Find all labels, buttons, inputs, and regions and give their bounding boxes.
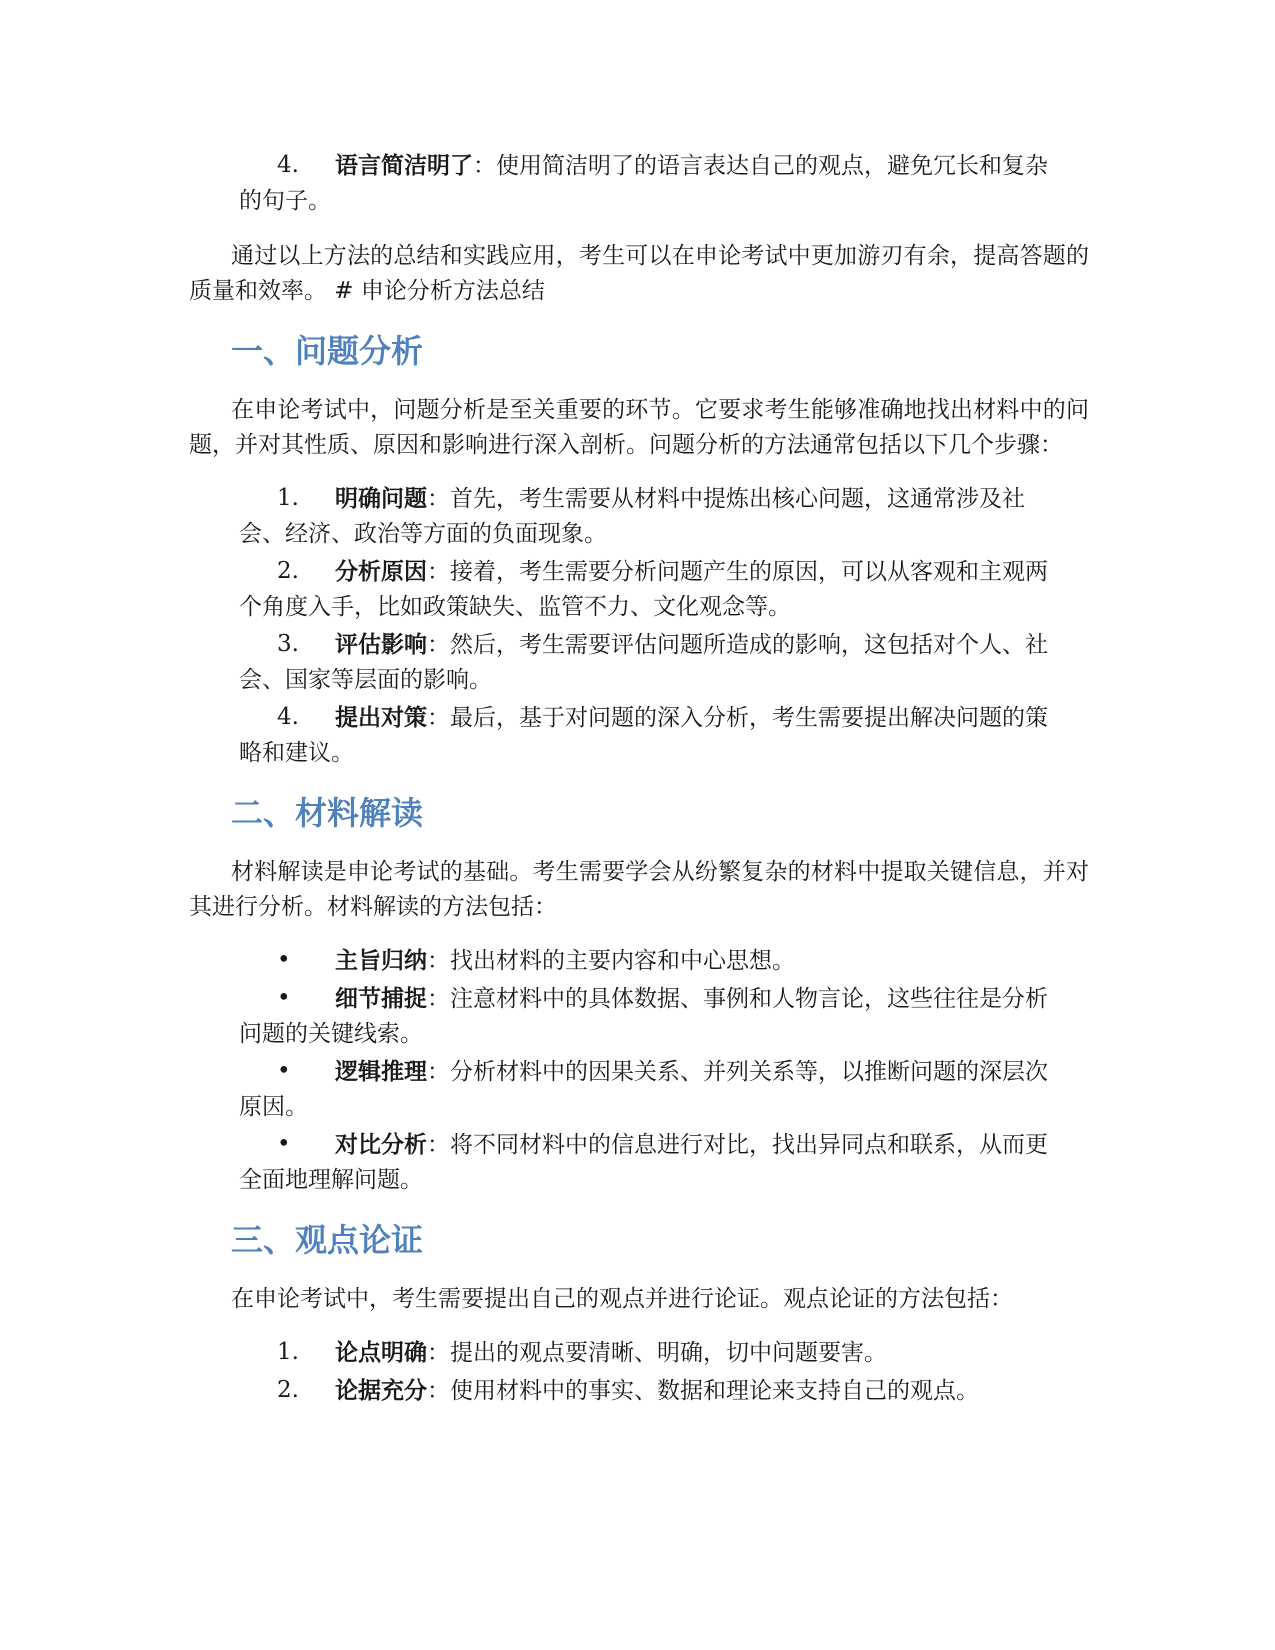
list-marker: 1. xyxy=(277,485,299,511)
list-term: 提出对策 xyxy=(335,704,427,731)
list-term: 细节捕捉 xyxy=(335,985,427,1012)
bullet-marker: • xyxy=(277,1131,291,1157)
list-term: 逻辑推理 xyxy=(335,1058,427,1085)
document-body xyxy=(189,148,1089,1429)
section-heading-material-reading: 二、材料解读 xyxy=(231,794,424,832)
list-term: 论点明确 xyxy=(335,1339,427,1366)
top-list xyxy=(189,148,1089,219)
list-item xyxy=(189,1127,1067,1198)
list-term: 对比分析 xyxy=(335,1131,427,1158)
list-text: ：将不同材料中的信息进行对比，找出异同点和联系，从而更全面地理解问题。 xyxy=(239,1132,1048,1193)
list-item xyxy=(189,1373,1067,1409)
list-item xyxy=(189,943,1067,979)
list-text: ：使用材料中的事实、数据和理论来支持自己的观点。 xyxy=(427,1378,979,1404)
list-item xyxy=(189,1054,1067,1125)
section3-list xyxy=(189,1335,1089,1409)
section3-paragraph: 在申论考试中，考生需要提出自己的观点并进行论证。观点论证的方法包括： xyxy=(231,1286,1013,1312)
list-text: ：找出材料的主要内容和中心思想。 xyxy=(427,948,795,974)
list-text: ：分析材料中的因果关系、并列关系等，以推断问题的深层次原因。 xyxy=(239,1059,1048,1120)
list-item xyxy=(189,554,1067,625)
bullet-marker: • xyxy=(277,947,291,973)
list-term: 语言简洁明了 xyxy=(335,152,473,179)
list-marker: 3. xyxy=(277,631,299,657)
list-text: ：首先，考生需要从材料中提炼出核心问题，这通常涉及社会、经济、政治等方面的负面现象。 xyxy=(239,486,1025,547)
list-text: ：最后，基于对问题的深入分析，考生需要提出解决问题的策略和建议。 xyxy=(239,705,1048,766)
list-item xyxy=(189,1335,1067,1371)
list-marker: 4. xyxy=(277,152,299,178)
list-item xyxy=(189,981,1067,1052)
section2-paragraph: 材料解读是申论考试的基础。考生需要学会从纷繁复杂的材料中提取关键信息，并对其进行分析。材料解读的方法包括： xyxy=(189,859,1089,920)
list-text: ：注意材料中的具体数据、事例和人物言论，这些往往是分析问题的关键线索。 xyxy=(239,986,1048,1047)
section2-list xyxy=(189,943,1089,1198)
list-term: 明确问题 xyxy=(335,485,427,512)
list-marker: 2. xyxy=(277,1377,299,1403)
list-item xyxy=(189,148,1067,219)
list-marker: 2. xyxy=(277,558,299,584)
list-text: ：然后，考生需要评估问题所造成的影响，这包括对个人、社会、国家等层面的影响。 xyxy=(239,632,1048,693)
list-item xyxy=(189,700,1067,771)
list-item xyxy=(189,481,1067,552)
list-item xyxy=(189,627,1067,698)
list-term: 评估影响 xyxy=(335,631,427,658)
list-marker: 1. xyxy=(277,1339,299,1365)
list-text: ：使用简洁明了的语言表达自己的观点，避免冗长和复杂的句子。 xyxy=(239,153,1048,214)
list-term: 主旨归纳 xyxy=(335,947,427,974)
list-term: 分析原因 xyxy=(335,558,427,585)
bullet-marker: • xyxy=(277,985,291,1011)
section1-list xyxy=(189,481,1089,771)
section1-paragraph: 在申论考试中，问题分析是至关重要的环节。它要求考生能够准确地找出材料中的问题，并对其性质、原因和影响进行深入剖析。问题分析的方法通常包括以下几个步骤： xyxy=(189,397,1089,458)
section-heading-problem-analysis: 一、问题分析 xyxy=(231,332,424,370)
list-marker: 4. xyxy=(277,704,299,730)
list-text: ：提出的观点要清晰、明确，切中问题要害。 xyxy=(427,1340,887,1366)
list-term: 论据充分 xyxy=(335,1377,427,1404)
list-text: ：接着，考生需要分析问题产生的原因，可以从客观和主观两个角度入手，比如政策缺失、监管不力、文化观念等。 xyxy=(239,559,1048,620)
intro-paragraph: 通过以上方法的总结和实践应用，考生可以在申论考试中更加游刃有余，提高答题的质量和效率。 # 申论分析方法总结 xyxy=(189,243,1089,304)
section-heading-argument: 三、观点论证 xyxy=(231,1221,424,1259)
bullet-marker: • xyxy=(277,1058,291,1084)
